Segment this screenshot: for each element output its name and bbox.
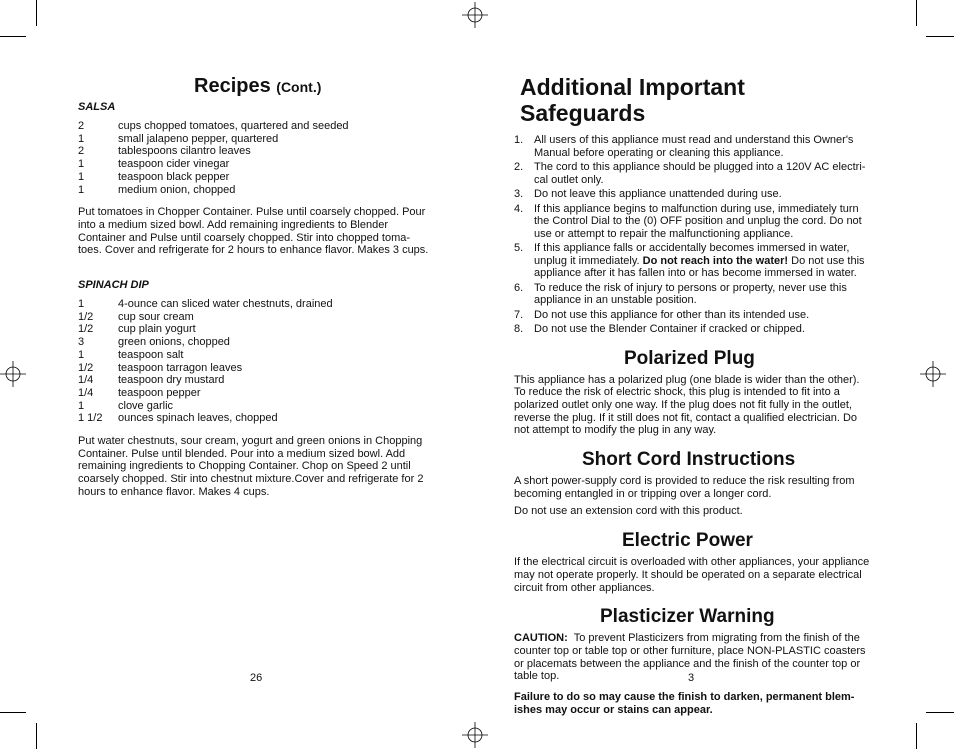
crop-mark (926, 712, 954, 713)
caution-text: To prevent Plasticizers from migrating from the finish of the counter top or table top or other furniture, place NON-PLASTIC coasters or placemats between the appliance and the finish of the counter top or table top. (514, 632, 869, 683)
ingredient-quantity: 1 (78, 399, 85, 412)
recipe-title: SALSA (78, 101, 116, 113)
plasticizer-warning: Failure to do so may cause the finish to darken, permanent blem-ishes may occur or stains can appear. (514, 691, 855, 716)
registration-mark-icon (0, 361, 26, 387)
ingredient-item: tablespoons cilantro leaves (118, 145, 251, 158)
ingredient-list (78, 120, 430, 196)
safeguard-text-part: If this appliance falls or accidentally becomes immersed in water, unplug it immediately. (534, 242, 853, 267)
ingredient-item: teaspoon salt (118, 348, 184, 361)
page-number: 26 (250, 672, 263, 684)
safeguard-text: All users of this appliance must read and understand this Owner's Manual before operating or cleaning this appliance. (534, 134, 854, 159)
safeguard-text: Do not use this appliance for other than its intended use. (534, 308, 810, 321)
ingredient-quantity: 1 (78, 132, 85, 145)
ingredient-item: teaspoon black pepper (118, 170, 230, 183)
ingredient-quantity: 1 (78, 183, 85, 196)
ingredient-row (78, 412, 430, 425)
crop-mark (916, 0, 917, 26)
ingredient-quantity: 1/4 (78, 374, 94, 387)
ingredient-item: cups chopped tomatoes, quartered and seeded (118, 120, 349, 132)
polarized-plug-heading: Polarized Plug (624, 347, 755, 369)
safeguards-heading: Additional Important Safeguards (520, 74, 745, 126)
electric-power-text: If the electrical circuit is overloaded with other appliances, your appliance may not operate properly. It should be operated on a separate electrical circuit from other appliances. (514, 556, 870, 594)
registration-mark-icon (462, 2, 488, 28)
safeguard-item (514, 282, 872, 307)
recipes-heading: Recipes (194, 75, 271, 97)
page-number: 3 (688, 672, 695, 684)
ingredient-row (78, 158, 430, 171)
ingredient-row (78, 374, 430, 387)
safeguard-item (514, 323, 872, 336)
safeguard-text: The cord to this appliance should be plugged into a 120V AC electri-cal outlet only. (534, 161, 866, 186)
ingredient-quantity: 1 (78, 158, 85, 171)
ingredient-item: clove garlic (118, 399, 174, 412)
safeguard-item (514, 188, 872, 201)
short-cord-heading: Short Cord Instructions (582, 449, 796, 471)
crop-mark (36, 0, 37, 26)
ingredient-row (78, 184, 430, 197)
recipes-heading-suffix: (Cont.) (276, 79, 322, 95)
caution-label: CAUTION: (514, 632, 568, 645)
safeguard-number: 6. (514, 281, 524, 294)
ingredient-row (78, 171, 430, 184)
safeguard-text-part: Do not use this appliance after it has fallen into or has become immersed in water. (534, 254, 868, 279)
safeguard-item (514, 203, 872, 241)
polarized-plug-text: This appliance has a polarized plug (one blade is wider than the other). To reduce the risk of electric shock, this plug is intended to fit into a polarized outlet only one way. If the plug does not fit fully in the outlet, reverse the plug. If it still does not fit, contact a qualified electrician. Do not attempt to modify the plug in any way. (514, 373, 860, 437)
ingredient-quantity: 3 (78, 336, 85, 349)
ingredient-row (78, 349, 430, 362)
ingredient-row (78, 323, 430, 336)
crop-mark (0, 712, 26, 713)
electric-power-heading: Electric Power (622, 530, 753, 552)
plasticizer-heading: Plasticizer Warning (600, 606, 775, 628)
safeguard-text: If this appliance begins to malfunction during use, immediately turn the Control Dial to the (0) OFF position and unplug the cord. Do not use or attempt to repair the malfunctioning appliance. (534, 202, 862, 240)
safeguard-item (514, 242, 872, 280)
ingredient-item: teaspoon dry mustard (118, 374, 225, 387)
ingredient-quantity: 1 (78, 298, 85, 311)
safeguard-number: 2. (514, 161, 524, 173)
ingredient-row (78, 400, 430, 413)
ingredient-item: medium onion, chopped (118, 183, 236, 196)
safeguard-item (514, 309, 872, 322)
ingredient-quantity: 1 (78, 170, 85, 183)
crop-mark (36, 723, 37, 749)
ingredient-item: 4-ounce can sliced water chestnuts, drained (118, 298, 333, 311)
recipe-method: Put tomatoes in Chopper Container. Pulse until coarsely chopped. Pour into a medium sized bowl. Add remaining ingredients to Blender Container and Pulse until coarsely chopped. Stir into chopped toma-toes. Cover and refrigerate for 2 hours to enhance flavor. Makes 3 cups. (78, 206, 429, 257)
short-cord-text: A short power-supply cord is provided to reduce the risk resulting from becoming entangled in or tripping over a longer cord. (514, 475, 855, 500)
recipe-title: SPINACH DIP (78, 279, 149, 292)
ingredient-item: teaspoon tarragon leaves (118, 361, 243, 374)
safeguard-number: 5. (514, 242, 524, 254)
page-title (194, 74, 430, 99)
ingredient-quantity: 2 (78, 120, 85, 132)
ingredient-item: green onions, chopped (118, 336, 230, 349)
ingredient-quantity: 1 (78, 348, 85, 361)
ingredient-row (78, 311, 430, 324)
crop-mark (0, 36, 26, 37)
ingredient-row (78, 387, 430, 400)
crop-mark (916, 723, 917, 749)
safeguard-text: To reduce the risk of injury to persons or property, never use this appliance in an unstable position. (534, 281, 847, 306)
safeguard-item (514, 134, 872, 159)
ingredient-row (78, 120, 430, 133)
safeguard-number: 4. (514, 202, 524, 215)
ingredient-quantity: 1/4 (78, 386, 94, 399)
ingredient-quantity: 1 1/2 (78, 412, 103, 425)
safeguard-number: 3. (514, 188, 524, 200)
ingredient-item: cup sour cream (118, 310, 194, 323)
ingredient-list (78, 298, 430, 425)
safeguard-number: 7. (514, 308, 524, 321)
ingredient-row (78, 145, 430, 158)
safeguard-list (514, 134, 872, 336)
crop-mark (926, 36, 954, 37)
safeguard-warning-bold: Do not reach into the water! (642, 254, 789, 267)
ingredient-row (78, 336, 430, 349)
ingredient-row (78, 133, 430, 146)
left-page (78, 74, 430, 499)
registration-mark-icon (462, 722, 488, 748)
safeguard-number: 1. (514, 134, 524, 146)
safeguard-text (534, 242, 872, 280)
safeguard-number: 8. (514, 323, 524, 335)
ingredient-item: small jalapeno pepper, quartered (118, 132, 279, 145)
right-page (514, 74, 872, 716)
registration-mark-icon (920, 361, 946, 387)
ingredient-item: ounces spinach leaves, chopped (118, 412, 278, 425)
ingredient-quantity: 2 (78, 145, 85, 158)
ingredient-quantity: 1/2 (78, 310, 94, 323)
ingredient-item: teaspoon pepper (118, 386, 201, 399)
ingredient-item: cup plain yogurt (118, 323, 196, 336)
extension-cord-text: Do not use an extension cord with this product. (514, 505, 743, 518)
ingredient-row (78, 362, 430, 375)
ingredient-item: teaspoon cider vinegar (118, 158, 230, 171)
ingredient-quantity: 1/2 (78, 323, 94, 336)
safeguard-text: Do not use the Blender Container if cracked or chipped. (534, 323, 805, 335)
ingredient-quantity: 1/2 (78, 361, 94, 374)
recipe-method: Put water chestnuts, sour cream, yogurt and green onions in Chopping Container. Pulse until blended. Pour into a medium sized bowl. Add remaining ingredients to Chopping Container. Chop on Speed 2 until coarsely chopped. Stir into chestnut mixture.Cover and refrigerate for 2 hours to enhance flavor. Makes 4 cups. (78, 435, 424, 498)
safeguard-text: Do not leave this appliance unattended during use. (534, 188, 782, 200)
ingredient-row (78, 298, 430, 311)
safeguard-item (514, 161, 872, 186)
